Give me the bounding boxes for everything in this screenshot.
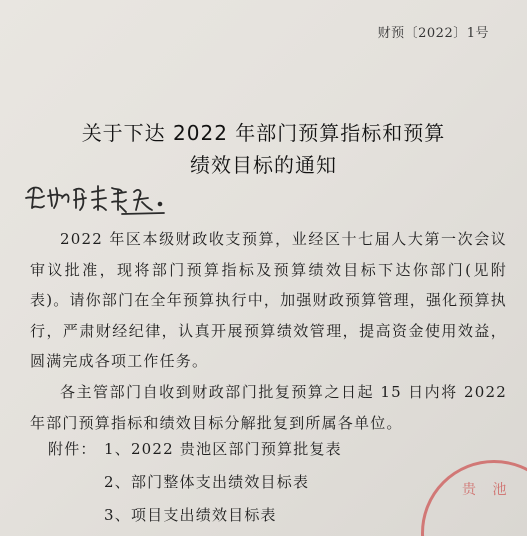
handwritten-salutation [22, 180, 172, 220]
document-title-line-1: 关于下达 2022 年部门预算指标和预算 [81, 121, 446, 145]
attachments-label: 附件： [48, 440, 97, 458]
stamp-text: 贵 池 [462, 482, 513, 498]
body-paragraph-2: 各主管部门自收到财政部门批复预算之日起 15 日内将 2022 年部门预算指标和绩效目标分解批复到所属各单位。 [30, 383, 507, 432]
document-number: 财预〔2022〕1号 [377, 26, 489, 41]
attachment-item: 2、部门整体支出绩效目标表 [104, 473, 310, 491]
body-paragraph-1: 2022 年区本级财政收支预算，业经区十七届人大第一次会议审议批准，现将部门预算指标及预算绩效目标下达你部门(见附表)。请你部门在全年预算执行中，加强财政预算管理，强化预算执行，严肃财经纪律，认真开展预算绩效管理，提高资金使用效益，圆满完成各项工作任务。 [30, 230, 507, 370]
document-title-line-2: 绩效目标的通知 [190, 153, 337, 177]
attachment-item: 3、项目支出绩效目标表 [104, 506, 277, 524]
attachment-item: 1、2022 贵池区部门预算批复表 [104, 440, 342, 458]
official-seal-stamp [421, 460, 527, 536]
